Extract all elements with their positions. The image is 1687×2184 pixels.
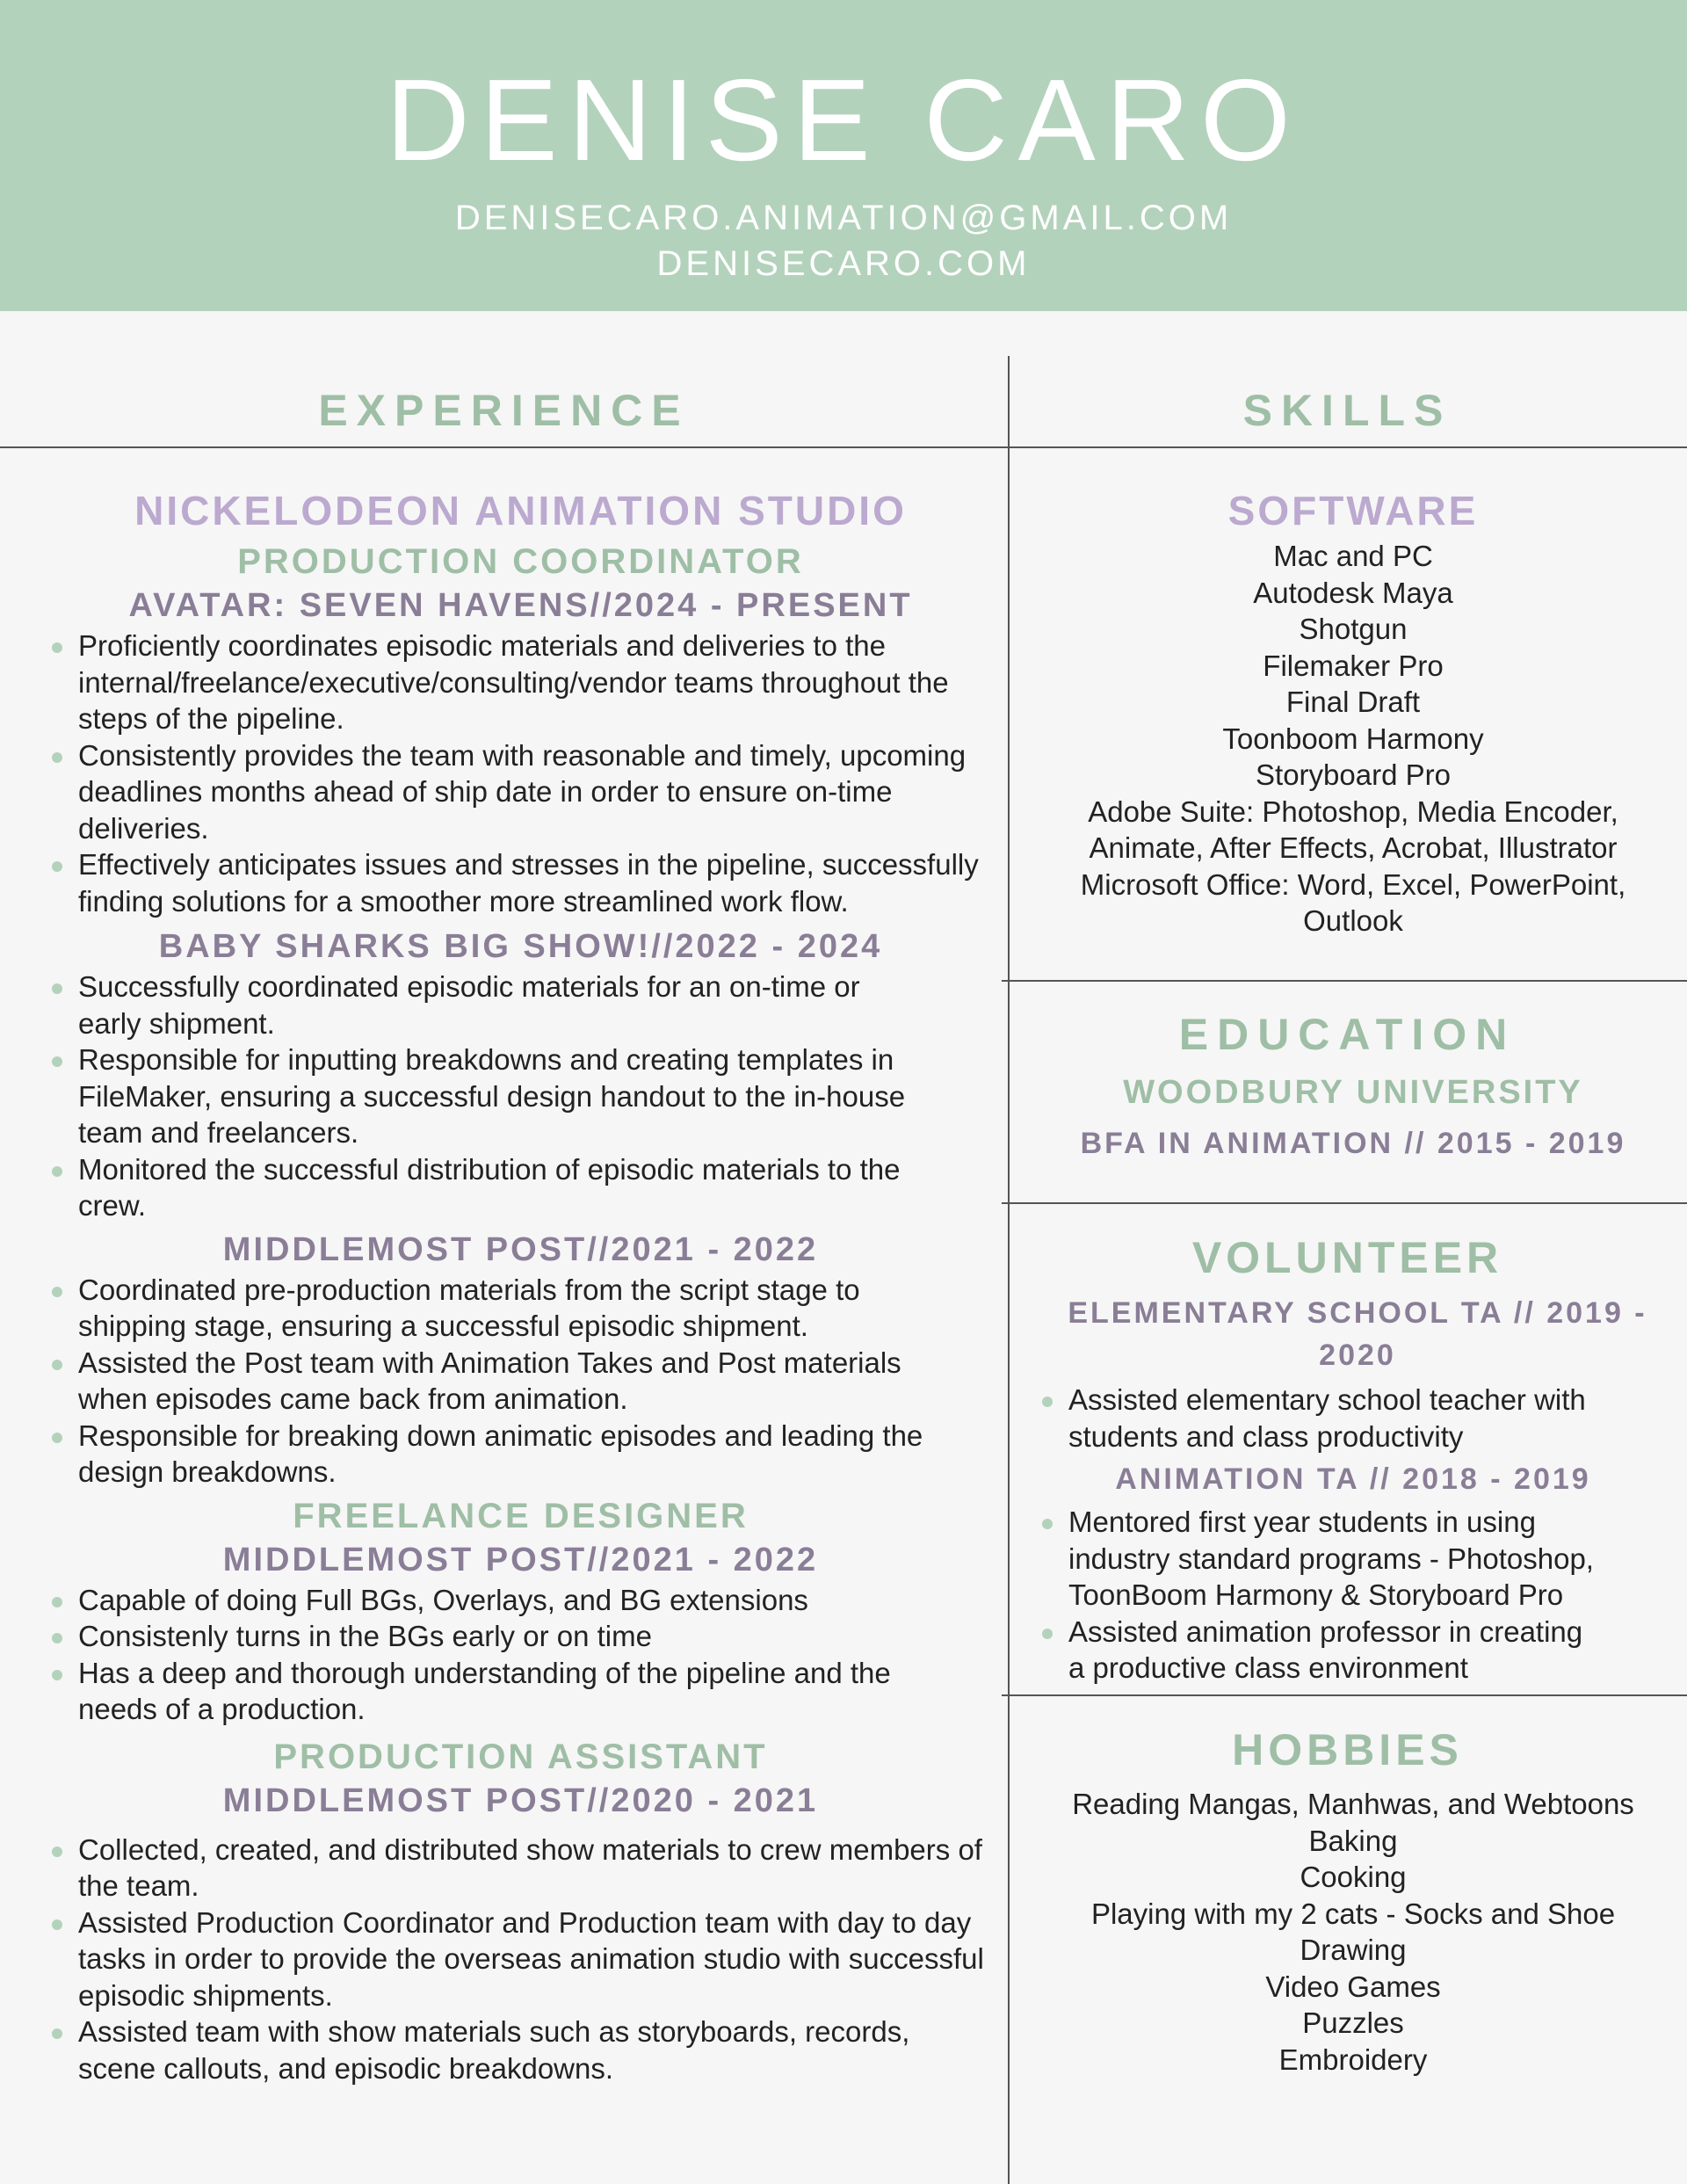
bullet-icon [1042,1397,1053,1407]
section-divider [1002,980,1687,982]
bullet-icon [52,1056,62,1067]
volunteer-role-title: ANIMATION TA // 2018 - 2019 [1115,1462,1591,1496]
email-address: DENISECARO.ANIMATION@GMAIL.COM [454,199,1233,237]
list-item: Reading Mangas, Manhwas, and Webtoons [1072,1788,1634,1820]
software-heading: SOFTWARE [1227,488,1479,533]
education-section [1019,1070,1687,1165]
volunteer-heading: VOLUNTEER [1191,1233,1503,1282]
list-item: Successfully coordinated episodic materials for an on-time or early shipment. [48,969,923,1041]
list-item: Filemaker Pro [1263,649,1444,682]
list-item: Assisted animation professor in creating a productive class environment [1039,1614,1599,1687]
volunteer-role-title: ELEMENTARY SCHOOL TA // 2019 - 2020 [1068,1296,1647,1372]
company-name: NICKELODEON ANIMATION STUDIO [134,488,907,533]
section-divider [1002,1202,1687,1204]
bullet-list [48,1582,993,1728]
job-title: FREELANCE DESIGNER [293,1496,749,1535]
list-item: Mentored first year students in using industry standard programs - Photoshop, ToonBoom Harmony & Storyboard Pro [1039,1504,1599,1614]
bullet-icon [52,983,62,994]
list-item: Responsible for breaking down animatic episodes and leading the design breakdowns. [48,1418,940,1491]
bullet-icon [52,1433,62,1443]
hobbies-section [1019,1786,1687,2078]
list-item: Microsoft Office: Word, Excel, PowerPoint, [1080,867,1626,901]
list-item: Coordinated pre-production materials from the script stage to shipping stage, ensuring a successful episodic shipment. [48,1272,940,1345]
bullet-icon [52,861,62,872]
list-item: Final Draft [1285,686,1421,718]
bullet-list [48,1272,993,1491]
list-item: Mac and PC [1273,540,1433,572]
list-item: Drawing [1300,1934,1407,1966]
list-item: Storyboard Pro [1256,758,1451,791]
bullet-icon [52,1633,62,1643]
list-item: Assisted Production Coordinator and Production team with day to day tasks in order to provide the overseas animation studio with successful episodic shipments. [48,1905,993,2014]
list-item: Consistently provides the team with reasonable and timely, upcoming deadlines months ahead of ship date in order to ensure on-time deliveries. [48,737,993,847]
bullet-list [48,1832,993,2087]
list-item: Assisted the Post team with Animation Takes and Post materials when episodes came back from animation. [48,1345,940,1418]
list-item: Adobe Suite: Photoshop, Media Encoder, [1088,795,1618,828]
show-title: MIDDLEMOST POST//2021 - 2022 [222,1541,819,1578]
list-item: Capable of doing Full BGs, Overlays, and BG extensions [48,1582,940,1619]
resume-header [0,0,1687,311]
experience-heading: EXPERIENCE [318,386,690,435]
applicant-name: DENISE CARO [386,55,1301,185]
list-item: Puzzles [1302,2006,1404,2039]
list-item: Assisted elementary school teacher with students and class productivity [1039,1382,1687,1455]
list-item: Consistenly turns in the BGs early or on time [48,1618,940,1655]
list-item: Assisted team with show materials such as storyboards, records, scene callouts, and episodic breakdowns. [48,2013,993,2086]
section-divider [1002,1694,1687,1696]
hobbies-list [1019,1786,1687,2078]
show-title: MIDDLEMOST POST//2021 - 2022 [222,1230,819,1268]
show-title: AVATAR: SEVEN HAVENS//2024 - PRESENT [128,587,913,624]
bullet-icon [52,1847,62,1857]
list-item: Playing with my 2 cats - Socks and Shoe [1090,1897,1616,1930]
hobbies-heading: HOBBIES [1232,1725,1463,1774]
degree: BFA IN ANIMATION // 2015 - 2019 [1080,1127,1626,1160]
bullet-icon [1042,1519,1053,1529]
list-item: Animate, After Effects, Acrobat, Illustrator [1089,831,1618,864]
list-item: Has a deep and thorough understanding of the pipeline and the needs of a production. [48,1655,940,1728]
job-title: PRODUCTION ASSISTANT [273,1737,768,1776]
bullet-icon [52,2028,62,2039]
skills-heading: SKILLS [1242,386,1452,435]
list-item: Cooking [1300,1861,1407,1893]
bullet-list [1039,1504,1687,1687]
bullet-icon [1042,1629,1053,1639]
show-title: MIDDLEMOST POST//2020 - 2021 [222,1781,819,1819]
list-item: Effectively anticipates issues and stresses in the pipeline, successfully finding solutions for a smoother more streamlined work flow. [48,846,993,919]
software-list [1019,538,1687,940]
list-item: Collected, created, and distributed show materials to crew members of the team. [48,1832,993,1905]
bullet-icon [52,1670,62,1680]
bullet-list [1039,1382,1687,1455]
bullet-icon [52,752,62,763]
bullet-icon [52,1919,62,1930]
bullet-icon [52,1597,62,1607]
job-title: PRODUCTION COORDINATOR [237,542,804,581]
list-item: Proficiently coordinates episodic materials and deliveries to the internal/freelance/executive/consulting/vendor teams throughout the steps of the pipeline. [48,628,993,737]
website: DENISECARO.COM [656,244,1031,283]
experience-section [48,483,993,2086]
education-heading: EDUCATION [1178,1010,1517,1059]
list-item: Embroidery [1278,2043,1428,2076]
bullet-icon [52,1166,62,1177]
list-item: Monitored the successful distribution of episodic materials to the crew. [48,1151,923,1224]
list-item: Autodesk Maya [1253,576,1453,609]
bullet-icon [52,1287,62,1297]
section-divider [0,446,1687,448]
list-item: Outlook [1303,904,1403,937]
list-item: Responsible for inputting breakdowns and creating templates in FileMaker, ensuring a successful design handout to the in-house team and freelancers. [48,1041,923,1151]
volunteer-section [1019,1292,1687,1687]
bullet-icon [52,642,62,653]
list-item: Baking [1308,1824,1398,1857]
bullet-list [48,969,993,1224]
bullet-list [48,628,993,919]
skills-section [1019,483,1687,940]
list-item: Shotgun [1299,613,1408,645]
list-item: Video Games [1265,1970,1441,2003]
list-item: Toonboom Harmony [1222,722,1484,755]
school-name: WOODBURY UNIVERSITY [1123,1074,1583,1111]
bullet-icon [52,1360,62,1370]
show-title: BABY SHARKS BIG SHOW!//2022 - 2024 [158,928,883,965]
